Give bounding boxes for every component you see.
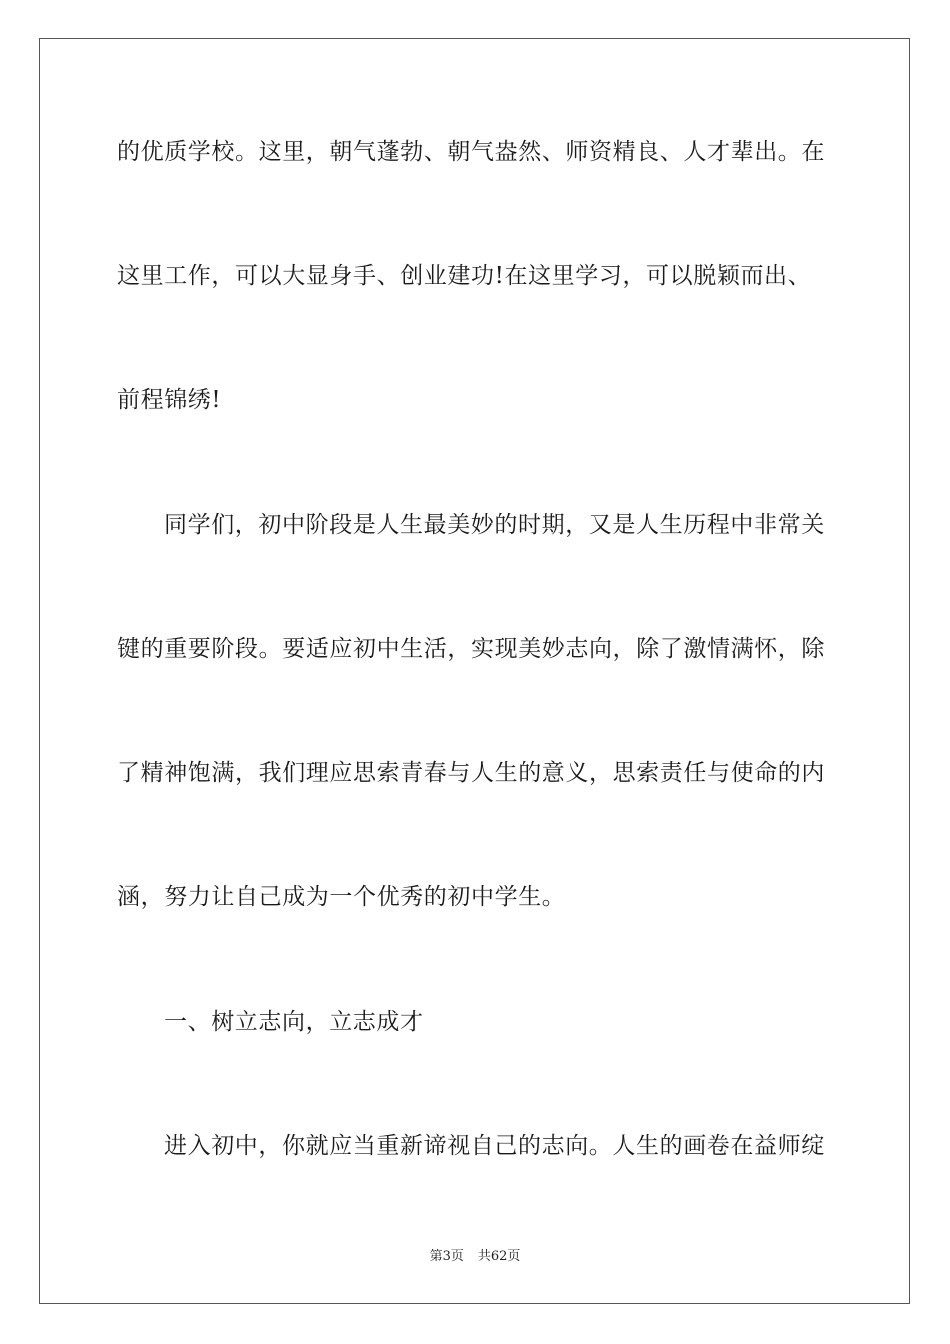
paragraph-first-line: 同学们，初中阶段是人生最美妙的时期，又是人生历程中非常关	[164, 512, 825, 538]
page-border	[39, 38, 910, 1304]
body-text-line: 前程锦绣!	[117, 387, 222, 413]
section-heading: 一、树立志向，立志成才	[164, 1009, 424, 1035]
page-number: 第3页	[429, 1249, 464, 1264]
body-text-line: 涵，努力让自己成为一个优秀的初中学生。	[117, 884, 566, 910]
paragraph-first-line: 进入初中，你就应当重新谛视自己的志向。人生的画卷在益师绽	[164, 1133, 825, 1159]
body-text-line: 键的重要阶段。要适应初中生活，实现美妙志向，除了激情满怀，除	[117, 636, 825, 662]
body-text-line: 这里工作，可以大显身手、创业建功!在这里学习，可以脱颖而出、	[117, 263, 812, 289]
page-total: 共62页	[477, 1249, 521, 1264]
body-text-line: 了精神饱满，我们理应思索青春与人生的意义，思索责任与使命的内	[117, 760, 825, 786]
body-text-line: 的优质学校。这里，朝气蓬勃、朝气盎然、师资精良、人才辈出。在	[117, 139, 825, 165]
page-footer	[0, 1248, 950, 1266]
